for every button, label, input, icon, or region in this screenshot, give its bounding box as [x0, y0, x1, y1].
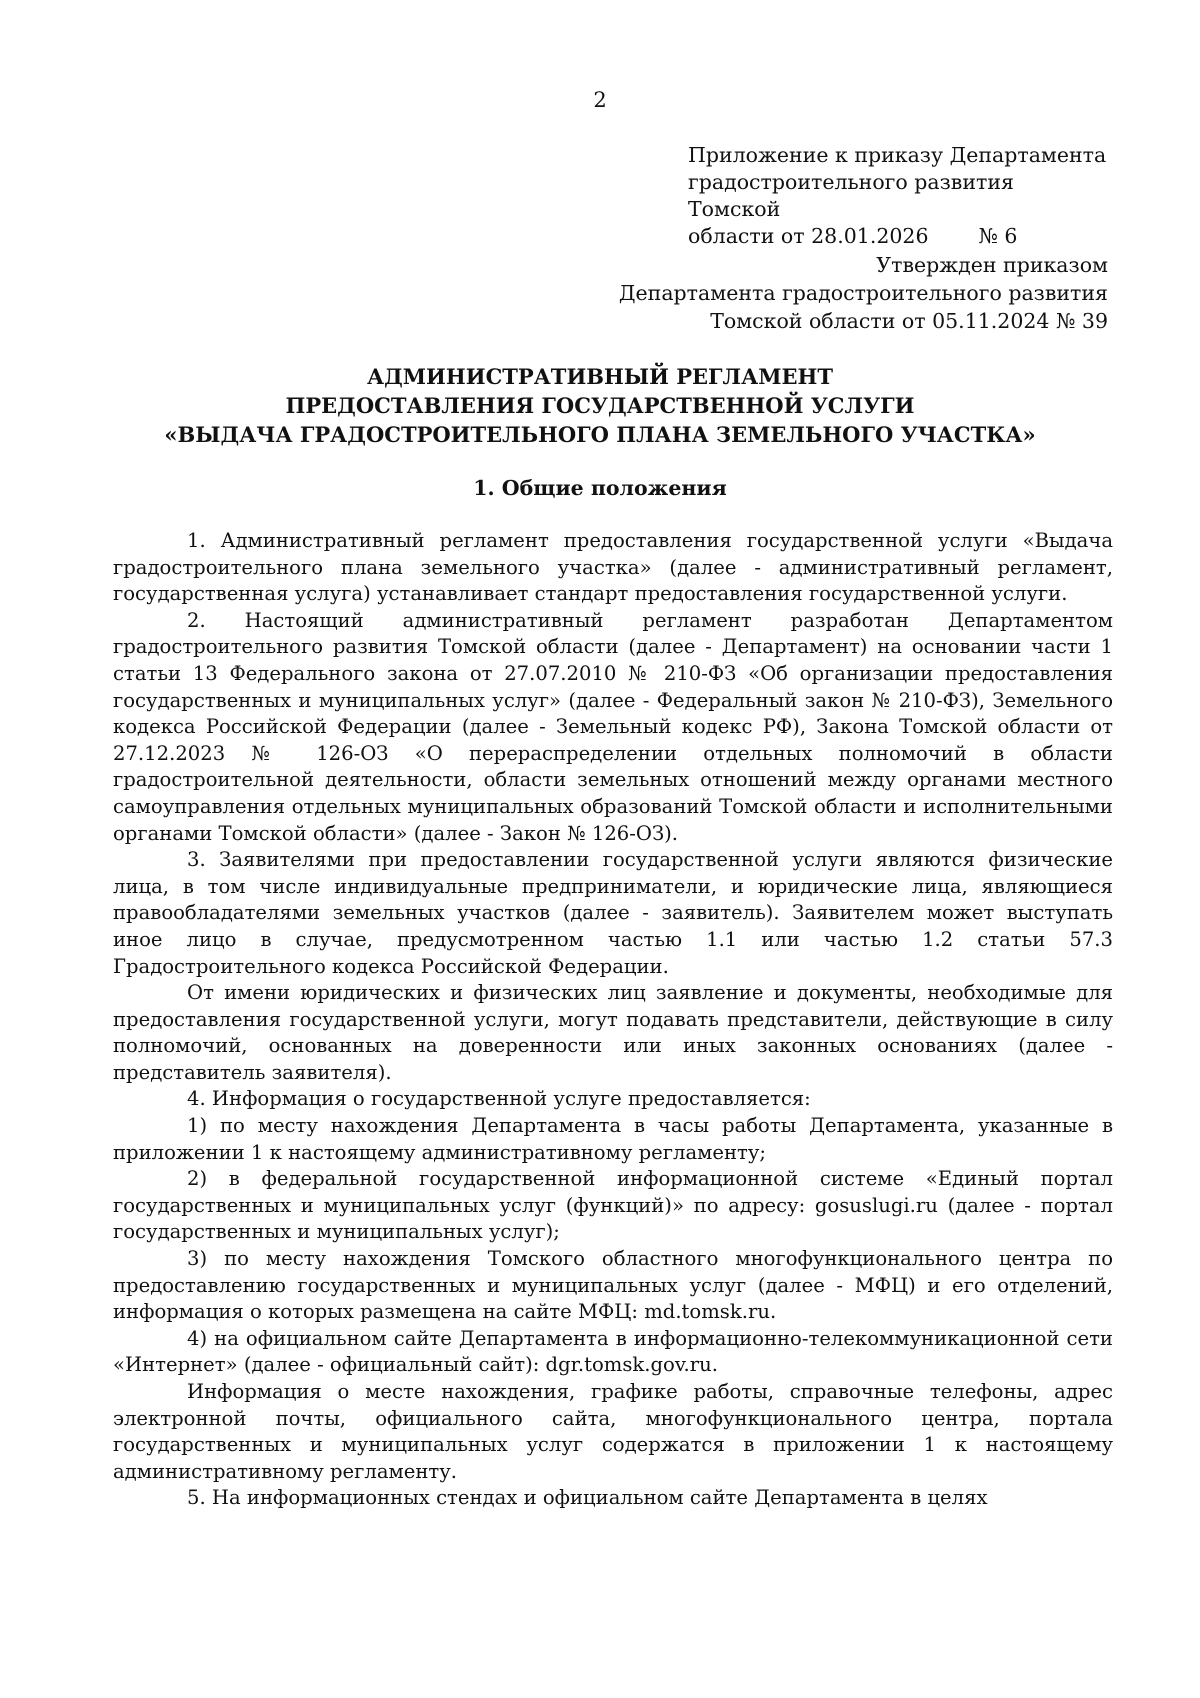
appendix-note-number: № 6 [978, 224, 1018, 248]
document-body [113, 528, 1113, 1512]
appendix-note-date: области от 28.01.2026 [688, 224, 929, 248]
paragraph: 2) в федеральной государственной информационной системе «Единый портал государственных и муниципальных услуг (функций)» по адресу: gosuslugi.ru (далее - портал государственных и муниципальных услуг); [113, 1167, 1113, 1244]
paragraph: 3) по месту нахождения Томского областного многофункционального центра по предоставлению государственных и муниципальных услуг (далее - МФЦ) и его отделений, информация о которых размещена на сайте МФЦ: md.tomsk.ru. [113, 1247, 1113, 1324]
approval-line: Томской области от 05.11.2024 № 39 [710, 309, 1108, 333]
paragraph: Информация о месте нахождения, графике работы, справочные телефоны, адрес электронной почты, официального сайта, многофункционального центра, портала государственных и муниципальных услуг содержатся в приложении 1 к настоящему административному регламенту. [113, 1380, 1113, 1483]
paragraph: 4. Информация о государственной услуге предоставляется: [187, 1087, 811, 1111]
paragraph: 1) по месту нахождения Департамента в часы работы Департамента, указанные в приложении 1 к настоящему административному регламенту; [113, 1114, 1113, 1164]
document-title [0, 362, 1200, 449]
appendix-note [688, 142, 1108, 250]
paragraph: 5. На информационных стендах и официальном сайте Департамента в целях [187, 1486, 988, 1510]
page-number: 2 [593, 88, 607, 112]
section-heading: 1. Общие положения [473, 476, 727, 500]
approval-line: Утвержден приказом [876, 253, 1108, 277]
paragraph: От имени юридических и физических лиц заявление и документы, необходимые для предоставления государственной услуги, могут подавать представители, действующие в силу полномочий, основанных на доверенности или иных законных основаниях (далее - представитель заявителя). [113, 981, 1113, 1084]
appendix-note-line [688, 223, 1108, 250]
title-line: АДМИНИСТРАТИВНЫЙ РЕГЛАМЕНТ [367, 364, 833, 389]
title-line: «ВЫДАЧА ГРАДОСТРОИТЕЛЬНОГО ПЛАНА ЗЕМЕЛЬНОГО УЧАСТКА» [164, 422, 1036, 447]
appendix-note-line: Приложение к приказу Департамента [688, 143, 1107, 167]
title-line: ПРЕДОСТАВЛЕНИЯ ГОСУДАРСТВЕННОЙ УСЛУГИ [285, 393, 915, 418]
paragraph: 2. Настоящий административный регламент разработан Департаментом градостроительного развития Томской области (далее - Департамент) на основании части 1 статьи 13 Федерального закона от 27.07.2010 № 210-ФЗ «Об организации предоставления государственных и муниципальных услуг» (далее - Федеральный закон № 210-ФЗ), Земельного кодекса Российской Федерации (далее - Земельный кодекс РФ), Закона Томской области от 27.12.2023 № 126-ОЗ «О перераспределении отдельных полномочий в области градостроительной деятельности, области земельных отношений между органами местного самоуправления отдельных муниципальных образований Томской области и исполнительными органами Томской области» (далее - Закон № 126-ОЗ). [113, 608, 1113, 845]
approval-line: Департамента градостроительного развития [618, 281, 1108, 305]
paragraph: 3. Заявителями при предоставлении государственной услуги являются физические лица, в том числе индивидуальные предприниматели, и юридические лица, являющиеся правообладателями земельных участков (далее - заявитель). Заявителем может выступать иное лицо в случае, предусмотренном частью 1.1 или частью 1.2 статьи 57.3 Градостроительного кодекса Российской Федерации. [113, 848, 1113, 978]
paragraph: 4) на официальном сайте Департамента в информационно-телекоммуникационной сети «Интернет» (далее - официальный сайт): dgr.tomsk.gov.ru. [113, 1326, 1113, 1377]
approval-stamp-text [619, 251, 1108, 335]
appendix-note-line: градостроительного развития Томской [688, 170, 1014, 221]
paragraph: 1. Административный регламент предоставления государственной услуги «Выдача градостроительного плана земельного участка» (далее - административный регламент, государственная услуга) устанавливает стандарт предоставления государственной услуги. [113, 529, 1113, 606]
